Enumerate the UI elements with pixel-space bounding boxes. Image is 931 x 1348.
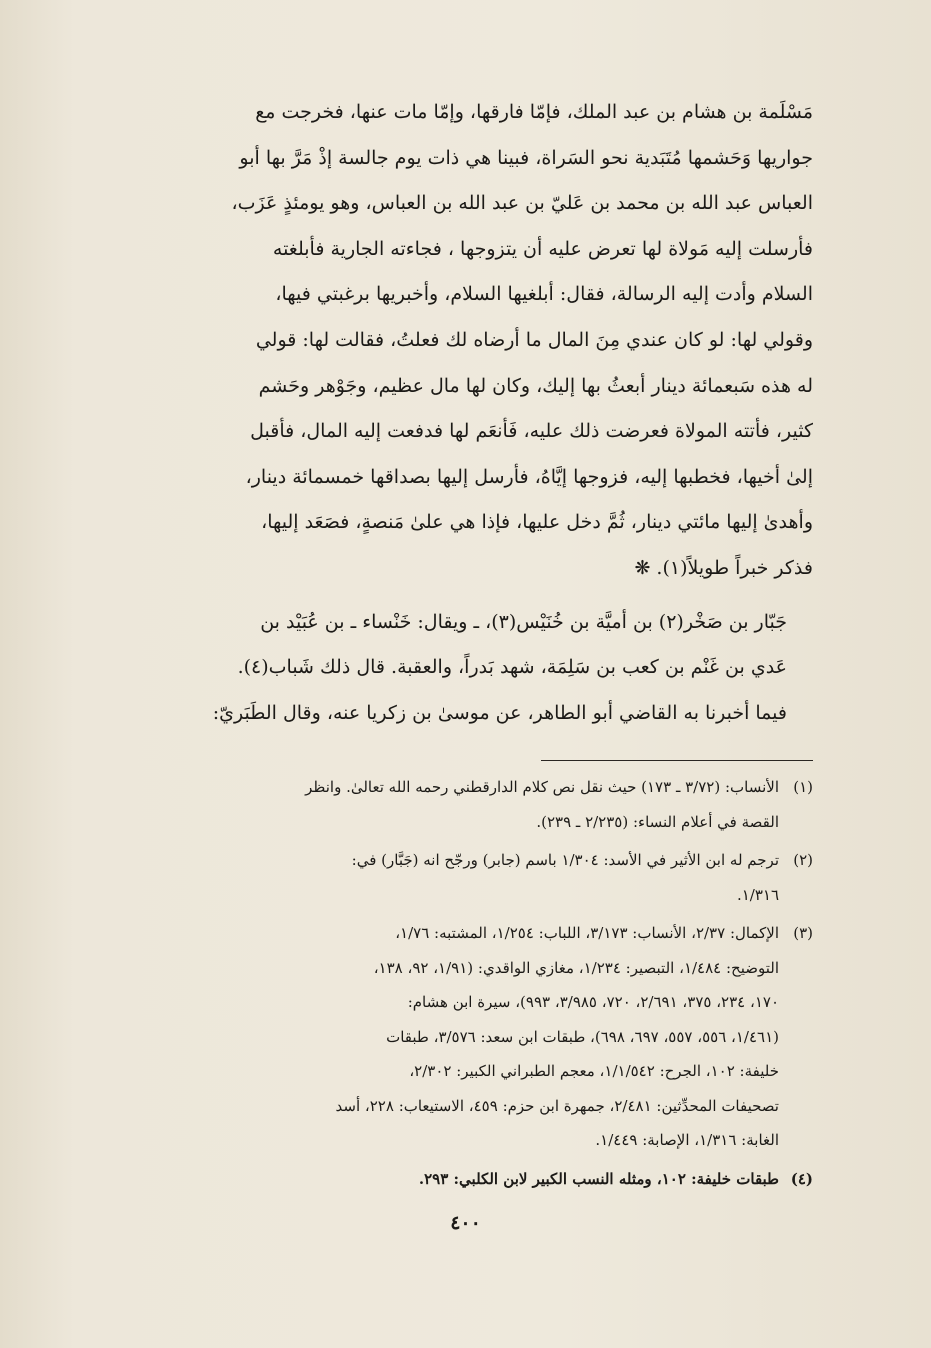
footnote-3 [128, 916, 813, 1158]
footnote-number: (١) [793, 778, 813, 796]
paragraph-2 [118, 600, 813, 737]
text-line: وأهدىٰ إليها مائتي دينار، ثُمَّ دخل عليها، فإذا هي علىٰ مَنصةٍ، فصَعَد إليها، [261, 511, 813, 534]
footnote-text [128, 1162, 779, 1197]
footnote-line: الأنساب: (٣/٧٢ ـ ١٧٣) حيث نقل نص كلام الدارقطني رحمه الله تعالىٰ. وانظر [305, 778, 779, 796]
footnote-number: (٢) [793, 851, 813, 869]
footnote-line: تصحيفات المحدِّثين: ٢/٤٨١، جمهرة ابن حزم: ٤٥٩، الاستيعاب: ٢٢٨، أسد [335, 1096, 779, 1115]
page-number: ٤٠٠ [450, 1212, 481, 1234]
footnote-divider [541, 760, 813, 761]
footnote-line: خليفة: ١٠٢، الجرح: ١/١/٥٤٢، معجم الطبراني الكبير: ٢/٣٠٢، [409, 1062, 779, 1080]
footnote-2 [128, 843, 813, 912]
text-line: السلام وأدت إليه الرسالة، فقال: أبلغيها السلام، وأخبريها برغبتي فيها، [275, 283, 813, 306]
text-line: إلىٰ أخيها، فخطبها إليه، فزوجها إيَّاهُ، فأرسل إليها بصداقها خمسمائة دينار، [245, 465, 813, 488]
text-line: جَبّار بن صَخْر(٢) بن أميَّة بن خُنَيْس(٣)، ـ ويقال: خَنْساء ـ بن عُبَيْد بن [260, 610, 787, 633]
footnote-line: الإكمال: ٢/٣٧، الأنساب: ٣/١٧٣، اللباب: ١/٢٥٤، المشتبه: ١/٧٦، [395, 924, 779, 942]
footnote-text [128, 916, 779, 1158]
main-text [118, 90, 813, 736]
footnote-text [128, 770, 779, 839]
footnote-number: (٤) [790, 1169, 813, 1188]
text-line: جواريها وَحَشمها مُتَبَدية نحو السَراة، فبينا هي ذات يوم جالسة إذْ مَرَّ بها أبو [239, 146, 813, 169]
text-line: فيما أخبرنا به القاضي أبو الطاهر، عن موسىٰ بن زكريا عنه، وقال الطَبَريّ: [212, 701, 787, 724]
text-line: له هذه سَبعمائة دينار أبعثُ بها إليك، وكان لها مال عظيم، وجَوْهر وحَشم [258, 374, 813, 397]
footnote-text [128, 843, 779, 912]
footnote-line: الغابة: ١/٣١٦، الإصابة: ١/٤٤٩. [595, 1131, 779, 1149]
footnote-line: (١/٤٦١، ٥٥٦، ٥٥٧، ٦٩٧، ٦٩٨)، طبقات ابن سعد: ٣/٥٧٦، طبقات [386, 1027, 779, 1046]
text-line: فأرسلت إليه مَولاة لها تعرض عليه أن يتزوجها ، فجاءته الجارية فأبلغته [272, 237, 813, 260]
footnote-line: ترجم له ابن الأثير في الأسد: ١/٣٠٤ باسم (جابر) ورجّح انه (جَبَّار) في: [351, 851, 779, 869]
text-line: وقولي لها: لو كان عندي مِنَ المال ما أرضاه لك فعلتُ، فقالت لها: قولي [255, 328, 813, 351]
footnotes [128, 770, 813, 1200]
footnote-1 [128, 770, 813, 839]
text-line: العباس عبد الله بن محمد بن عَليّ بن عبد الله بن العباس، وهو يومئذٍ عَزَب، [231, 192, 813, 215]
footnote-line: القصة في أعلام النساء: (٢/٢٣٥ ـ ٢٣٩). [536, 812, 779, 831]
footnote-line: التوضيح: ١/٤٨٤، التبصير: ١/٢٣٤، مغازي الواقدي: (١/٩١، ٩٢، ١٣٨، [373, 958, 779, 977]
footnote-line: ١/٣١٦. [736, 885, 779, 904]
text-line: فذكر خبراً طويلاً(١). ❋ [634, 556, 813, 579]
footnote-line: طبقات خليفة: ١٠٢، ومثله النسب الكبير لابن الكلبي: ٢٩٣. [418, 1169, 779, 1188]
footnote-4 [128, 1162, 813, 1197]
text-line: عَدي بن غَنْم بن كعب بن سَلِمَة، شهد بَدراً، والعقبة. قال ذلك شَباب(٤). [237, 656, 787, 679]
paragraph-1 [118, 90, 813, 592]
text-line: كثير، فأتته المولاة فعرضت ذلك عليه، فَأنعَم لها فدفعت إليه المال، فأقبل [250, 420, 813, 443]
text-line: مَسْلَمة بن هشام بن عبد الملك، فإمّا فارقها، وإمّا مات عنها، فخرجت مع [255, 101, 813, 123]
footnote-number: (٣) [793, 924, 813, 942]
footnote-line: ١٧٠، ٢٣٤، ٣٧٥، ٢/٦٩١، ٧٢٠، ٣/٩٨٥، ٩٩٣)، سيرة ابن هشام: [407, 993, 779, 1011]
